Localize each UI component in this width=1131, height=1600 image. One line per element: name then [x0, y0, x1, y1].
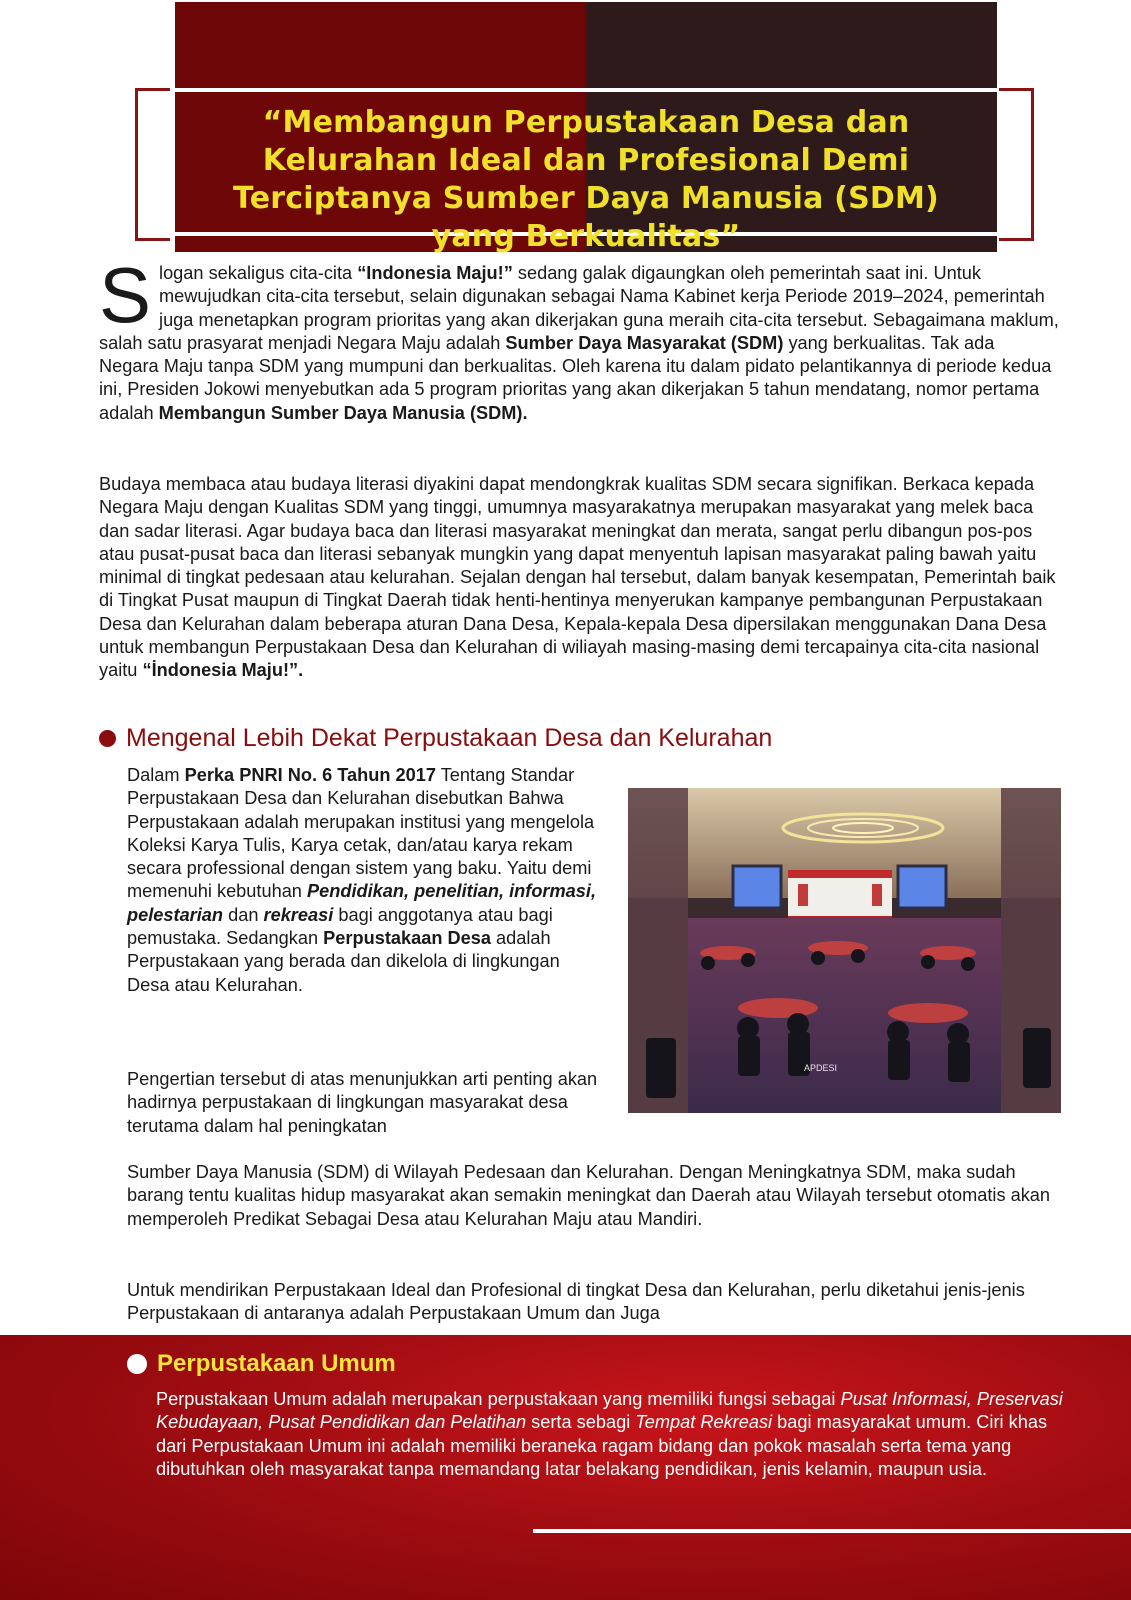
right-bracket-decoration	[999, 88, 1034, 241]
bullet-dot-icon	[99, 730, 116, 747]
importance-paragraph: Pengertian tersebut di atas menunjukkan arti penting akan hadirnya perpustakaan di lingkungan masyarakat desa terutama dalam hal peningkatan	[127, 1069, 598, 1136]
white-bullet-icon	[127, 1354, 147, 1374]
definition-paragraph: Dalam Perka PNRI No. 6 Tahun 2017 Tentang Standar Perpustakaan Desa dan Kelurahan disebutkan Bahwa Perpustakaan adalah merupakan institusi yang mengelola Koleksi Karya Tulis, Karya cetak, dan/atau karya rekam secara professional dengan sistem yang baku. Yaitu demi memenuhi kebutuhan Pendidikan, penelitian, informasi, pelestarian dan rekreasi bagi anggotanya atau bagi pemustaka. Sedangkan Perpustakaan Desa adalah Perpustakaan yang berada dan dikelola di lingkungan Desa atau Kelurahan.	[127, 765, 597, 995]
event-hall-illustration	[628, 788, 1061, 1113]
literacy-paragraph: Budaya membaca atau budaya literasi diyakini dapat mendongkrak kualitas SDM secara signifikan. Berkaca kepada Negara Maju dengan Kualitas SDM yang tinggi, umumnya masyarakatnya merupakan masyarakat yang melek baca dan sadar literasi. Agar budaya baca dan literasi masyarakat meningkat dan merata, sangat perlu dibangun pos-pos atau pusat-pusat baca dan literasi sebanyak mungkin yang dapat menyentuh lapisan masyarakat paling bawah yaitu minimal di tingkat pedesaan atau kelurahan. Sejalan dengan hal tersebut, dalam banyak kesempatan, Pemerintah baik di Tingkat Pusat maupun di Tingkat Daerah tidak henti-hentinya menyerukan kampanye pembangunan Perpustakaan Desa dan Kelurahan dalam beberapa aturan Dana Desa, Kepala-kepala Desa dipersilakan menggunakan Dana Desa untuk membangun Perpustakaan Desa dan Kelurahan di wiliayah masing-masing demi tercapainya cita-cita nasional yaitu “İndonesia Maju!”.	[99, 474, 1056, 681]
perpustakaan-umum-paragraph: Perpustakaan Umum adalah merupakan perpustakaan yang memiliki fungsi sebagai Pusat Informasi, Preservasi Kebudayaan, Pusat Pendidikan dan Pelatihan serta sebagi Tempat Rekreasi bagi masyarakat umum. Ciri khas dari Perpustakaan Umum ini adalah memiliki beraneka ragam bidang dan pokok masalah serta tema yang dibutuhkan oleh masyarakat tanpa memandang latar belakang pendidikan, jenis kelamin, maupun usia.	[156, 1389, 1063, 1479]
apdesi-label: APDESI	[804, 1063, 838, 1073]
divider-line	[533, 1529, 1131, 1533]
page-title: “Membangun Perpustakaan Desa dan Kelurahan Ideal dan Profesional Demi Terciptanya Sumber Daya Manusia (SDM) yang Berkualitas”	[233, 105, 939, 254]
left-bracket-decoration	[135, 88, 170, 241]
types-intro-paragraph: Untuk mendirikan Perpustakaan Ideal dan Profesional di tingkat Desa dan Kelurahan, perlu diketahui jenis-jenis Perpustakaan di antaranya adalah Perpustakaan Umum dan Juga	[127, 1280, 1025, 1324]
header-band-top	[175, 88, 997, 92]
drop-cap: S	[99, 251, 152, 339]
intro-paragraph: Slogan sekaligus cita-cita “Indonesia Maju!” sedang galak digaungkan oleh pemerintah saat ini. Untuk mewujudkan cita-cita tersebut, selain digunakan sebagai Nama Kabinet kerja Periode 2019–2024, pemerintah juga menetapkan program prioritas yang akan dikerjakan guna meraih cita-cita tersebut. Sebagaimana maklum, salah satu prasyarat menjadi Negara Maju adalah Sumber Daya Masyarakat (SDM) yang berkualitas. Tak ada Negara Maju tanpa SDM yang mumpuni dan berkualitas. Oleh karena itu dalam pidato pelantikannya di periode kedua ini, Presiden Jokowi menyebutkan ada 5 program prioritas yang akan dikerjakan 5 tahun mendatang, nomor pertama adalah Membangun Sumber Daya Manusia (SDM).	[99, 251, 1059, 423]
section-heading-perpustakaan-desa	[99, 722, 772, 754]
event-hall-photo	[628, 788, 1061, 1113]
section-heading-perpustakaan-umum	[127, 1348, 396, 1380]
section-title-umum: Perpustakaan Umum	[157, 1350, 396, 1377]
section-title: Mengenal Lebih Dekat Perpustakaan Desa dan Kelurahan	[126, 723, 773, 752]
sdm-paragraph: Sumber Daya Manusia (SDM) di Wilayah Pedesaan dan Kelurahan. Dengan Meningkatnya SDM, maka sudah barang tentu kualitas hidup masyarakat akan semakin meningkat dan Daerah atau Wilayah tersebut otomatis akan memperoleh Predikat Sebagai Desa atau Kelurahan Maju atau Mandiri.	[127, 1162, 1051, 1229]
